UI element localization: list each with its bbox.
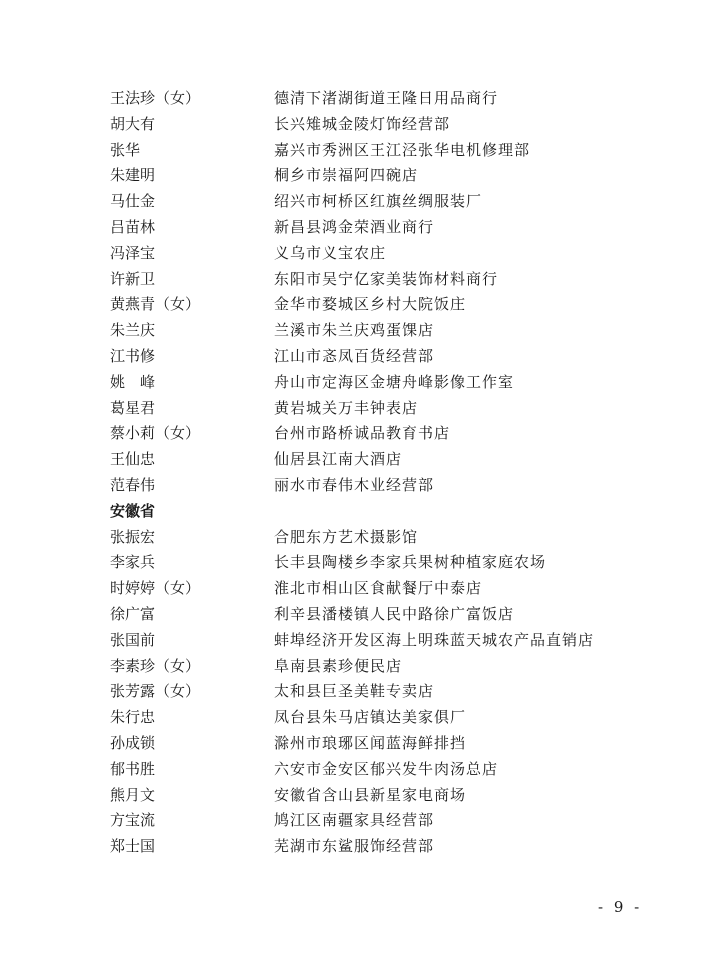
person-name: 张芳露（女） (110, 682, 201, 701)
list-item (110, 215, 670, 241)
person-name: 郑士国 (110, 837, 156, 856)
list-item (110, 292, 670, 318)
person-name: 葛星君 (110, 398, 156, 417)
list-item (110, 834, 670, 860)
organization-name: 仙居县江南大酒店 (274, 450, 403, 469)
list-item (110, 602, 670, 628)
person-name: 黄燕青（女） (110, 295, 201, 314)
organization-name: 鸠江区南疆家具经营部 (274, 811, 435, 830)
person-name: 李家兵 (110, 553, 156, 572)
organization-name: 凤台县朱马店镇达美家俱厂 (274, 708, 467, 727)
list-item (110, 370, 670, 396)
organization-name: 芜湖市东鲨服饰经营部 (274, 837, 435, 856)
person-name: 蔡小莉（女） (110, 424, 201, 443)
person-name: 朱建明 (110, 166, 156, 185)
organization-name: 合肥东方艺术摄影馆 (274, 527, 419, 546)
person-name: 孙成锁 (110, 733, 156, 752)
list-item (110, 421, 670, 447)
person-name: 张国前 (110, 630, 156, 649)
organization-name: 桐乡市崇福阿四碗店 (274, 166, 419, 185)
person-name: 张华 (110, 140, 141, 159)
person-name: 马仕金 (110, 192, 156, 211)
person-name: 姚 峰 (110, 372, 156, 391)
organization-name: 东阳市吴宁亿家美装饰材料商行 (274, 269, 499, 288)
list-item (110, 396, 670, 422)
organization-name: 义乌市义宝农庄 (274, 243, 387, 262)
list-item (110, 808, 670, 834)
organization-name: 新昌县鸿金荣酒业商行 (274, 217, 435, 236)
organization-name: 太和县巨圣美鞋专卖店 (274, 682, 435, 701)
organization-name: 德清下渚湖街道王隆日用品商行 (274, 89, 499, 107)
person-name: 许新卫 (110, 269, 156, 288)
list-item (110, 576, 670, 602)
list-item (110, 447, 670, 473)
list-item (110, 783, 670, 809)
person-name: 冯泽宝 (110, 243, 156, 262)
organization-name: 嘉兴市秀洲区王江泾张华电机修理部 (274, 140, 531, 159)
organization-name: 滁州市琅琊区闻蓝海鲜排挡 (274, 733, 467, 752)
province-heading: 安徽省 (110, 501, 156, 520)
organization-name: 金华市婺城区乡村大院饭庄 (274, 295, 467, 314)
person-name: 朱兰庆 (110, 321, 156, 340)
person-name: 郁书胜 (110, 759, 156, 778)
list-item (110, 241, 670, 267)
list-item (110, 679, 670, 705)
person-name: 朱行忠 (110, 708, 156, 727)
list-item (110, 318, 670, 344)
person-name: 王仙忠 (110, 450, 156, 469)
list-item (110, 267, 670, 293)
organization-name: 阜南县素珍便民店 (274, 656, 403, 675)
person-name: 江书修 (110, 346, 156, 365)
person-name: 熊月文 (110, 785, 156, 804)
list-item (110, 757, 670, 783)
list-item (110, 138, 670, 164)
list-item (110, 473, 670, 499)
organization-name: 长丰县陶楼乡李家兵果树种植家庭农场 (274, 553, 547, 572)
list-item (110, 525, 670, 551)
list-item (110, 163, 670, 189)
organization-name: 六安市金安区郁兴发牛肉汤总店 (274, 759, 499, 778)
organization-name: 蚌埠经济开发区海上明珠蓝天城农产品直销店 (274, 630, 595, 649)
organization-name: 兰溪市朱兰庆鸡蛋馃店 (274, 321, 435, 340)
organization-name: 绍兴市柯桥区红旗丝绸服装厂 (274, 192, 483, 211)
person-name: 李素珍（女） (110, 656, 201, 675)
list-item (110, 112, 670, 138)
list-item (110, 628, 670, 654)
person-name: 胡大有 (110, 114, 156, 133)
page-number: - 9 - (598, 898, 643, 916)
organization-name: 台州市路桥诚品教育书店 (274, 424, 451, 443)
organization-name: 江山市忞凤百货经营部 (274, 346, 435, 365)
honor-list (110, 86, 670, 860)
person-name: 范春伟 (110, 475, 156, 494)
list-item (110, 550, 670, 576)
organization-name: 安徽省含山县新星家电商场 (274, 785, 467, 804)
list-item (110, 705, 670, 731)
organization-name: 长兴雉城金陵灯饰经营部 (274, 114, 451, 133)
list-item (110, 731, 670, 757)
person-name: 方宝流 (110, 811, 156, 830)
list-item (110, 86, 670, 112)
person-name: 王法珍（女） (110, 89, 201, 107)
organization-name: 淮北市相山区食献餐厅中泰店 (274, 579, 483, 598)
person-name: 吕苗林 (110, 217, 156, 236)
organization-name: 丽水市春伟木业经营部 (274, 475, 435, 494)
organization-name: 黄岩城关万丰钟表店 (274, 398, 419, 417)
list-item (110, 654, 670, 680)
list-item (110, 344, 670, 370)
list-item (110, 189, 670, 215)
organization-name: 舟山市定海区金塘舟峰影像工作室 (274, 372, 515, 391)
organization-name: 利辛县潘楼镇人民中路徐广富饭店 (274, 604, 515, 623)
person-name: 徐广富 (110, 604, 156, 623)
person-name: 时婷婷（女） (110, 579, 201, 598)
person-name: 张振宏 (110, 527, 156, 546)
